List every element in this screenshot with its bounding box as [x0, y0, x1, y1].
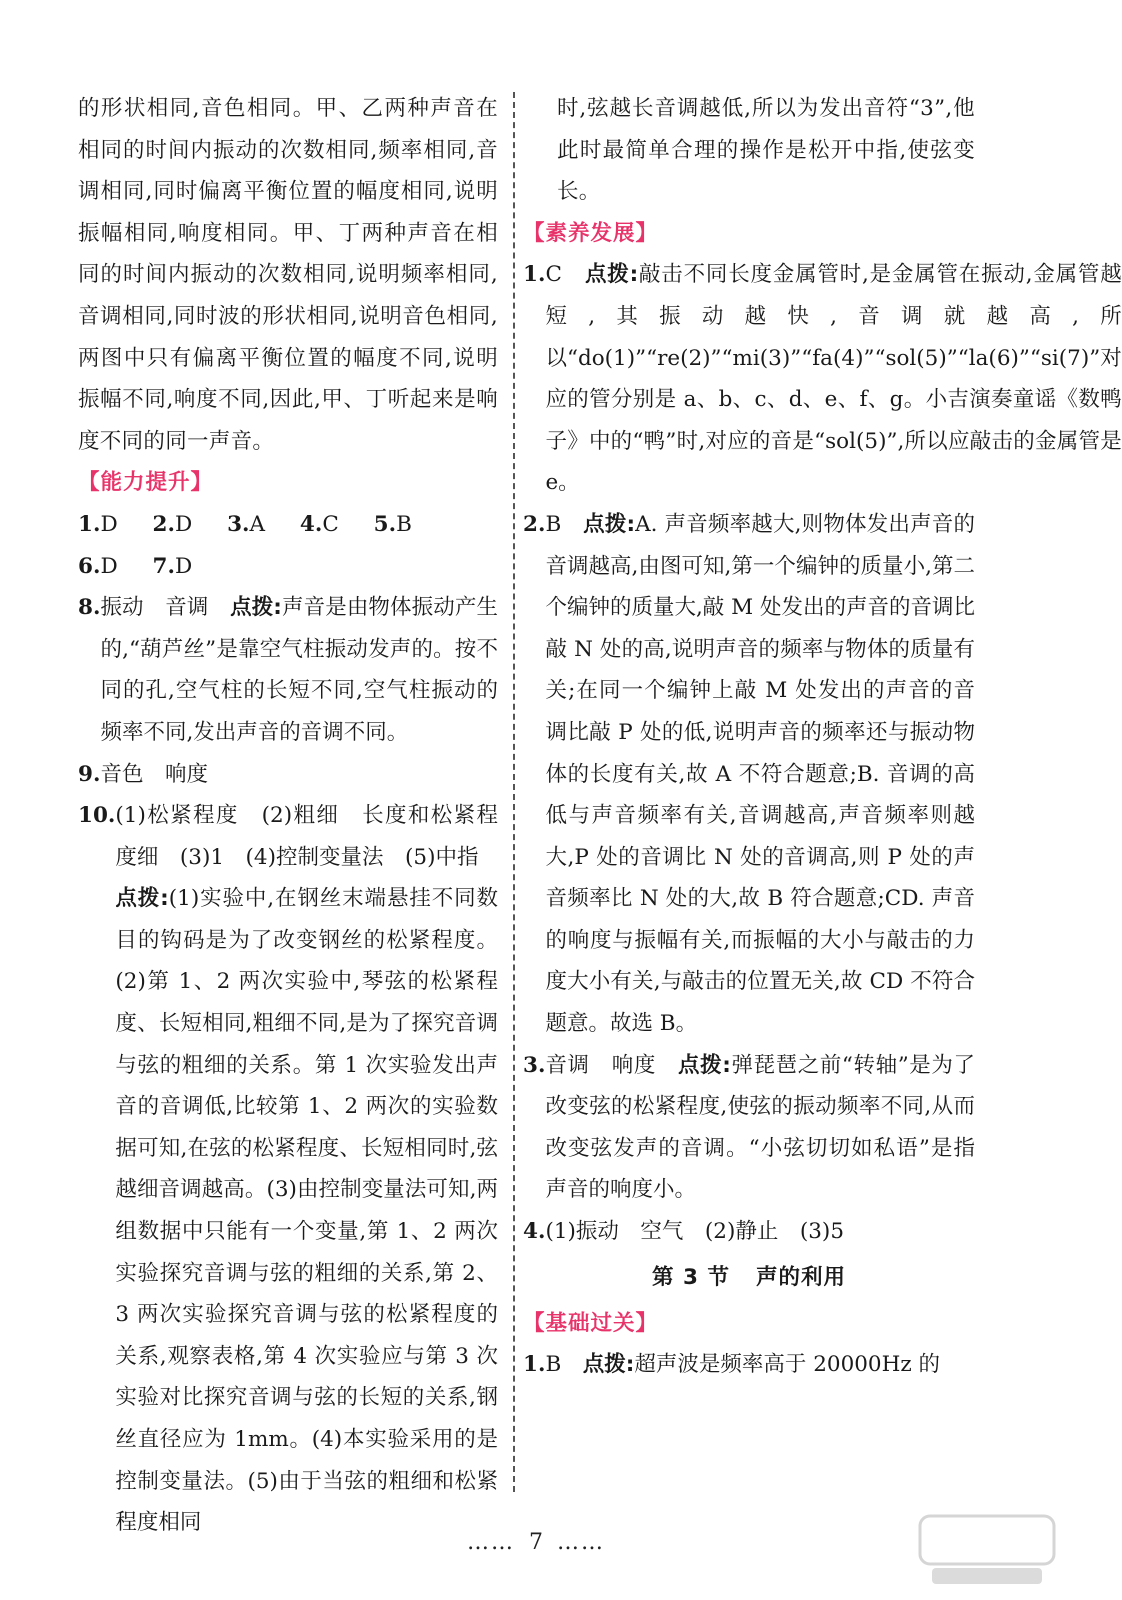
section-ability-heading: 【能力提升】: [78, 470, 214, 496]
answer-1: 1.D: [78, 511, 118, 537]
answer-text: (1)松紧程度 (2)粗细 长度和松紧程度细 (3)1 (4)控制变量法 (5)中指: [115, 803, 498, 870]
hint-text: 超声波是频率高于 20000Hz 的: [634, 1352, 941, 1378]
answer-2: 2.D: [152, 511, 193, 537]
hint-label: 点拨:: [678, 1052, 731, 1078]
footer-dots-right: ……: [557, 1530, 605, 1555]
answer-5: 5.B: [373, 511, 412, 537]
hint-label: 点拨:: [583, 511, 636, 537]
hint-text: 声音是由物体振动产生的,“葫芦丝”是靠空气柱振动发声的。按不同的孔,空气柱的长短不同,空气柱振动的频率不同,发出声音的音调不同。: [100, 595, 498, 745]
hint-label: 点拨:: [230, 595, 282, 621]
answer-text: 音色 响度: [100, 761, 208, 787]
answer-text: 振动 音调: [100, 595, 231, 621]
answer-text: B: [545, 1352, 583, 1378]
question-10: [78, 795, 498, 1544]
hint-text: A. 声音频率越大,则物体发出声音的音调越高,由图可知,第一个编钟的质量小,第二个编钟的质量大,敲 M 处发出的声音的音调比敲 N 处的高,说明声音的频率与物体的质量有关;在同一个编钟上敲 M 处发出的声音的音调比敲 P 处的低,说明声音的频率还与振动物体的长度有关,故 A 不符合题意;B. 音调的高低与声音频率有关,音调越高,声音频率则越大,P 处的音调比 N 处的音调高,则 P 处的声音频率比 N 处的大,故 B 符合题意;CD. 声音的响度与振幅有关,而振幅的大小与敲击的力度大小有关,与敲击的位置无关,故 CD 不符合题意。故选 B。: [545, 511, 975, 1037]
section-basic-heading: 【基础过关】: [523, 1310, 659, 1336]
right-intro-paragraph: 时,弦越长音调越低,所以为发出音符“3”,他此时最简单合理的操作是松开中指,使弦变长。: [557, 96, 975, 205]
section-title: [523, 1253, 975, 1303]
hint-text: 敲击不同长度金属管时,是金属管在振动,金属管越短,其振动越快,音调就越高,所以“do(1)”“re(2)”“mi(3)”“fa(4)”“sol(5)”“la(6)”“si(7)”对应的管分别是 a、b、c、d、e、f、g。小吉演奏童谣《数鸭子》中的“鸭”时,对应的音是“sol(5)”,所以应敲击的金属管是 e。: [545, 262, 1122, 496]
hint-label: 点拨:: [115, 886, 169, 912]
page-number: 7: [529, 1530, 543, 1555]
section-quality-heading: 【素养发展】: [523, 220, 659, 246]
left-column: [78, 88, 498, 1544]
question-number: 8.: [78, 595, 101, 621]
answer-text: (1)振动 空气 (2)静止 (3)5: [545, 1219, 844, 1245]
quality-question-2: [523, 504, 975, 1045]
question-number: 3.: [523, 1052, 546, 1078]
question-number: 4.: [523, 1219, 546, 1245]
answer-row-1-7: [78, 504, 498, 587]
question-number: 1.: [523, 262, 546, 288]
basic-question-1: [523, 1344, 975, 1386]
answer-3: 3.A: [227, 511, 266, 537]
section-number: 第 3 节: [652, 1264, 730, 1290]
watermark-logo-icon: [912, 1510, 1062, 1590]
hint-label: 点拨:: [582, 1352, 635, 1378]
hint-text: 弹琵琶之前“转轴”是为了改变弦的松紧程度,使弦的振动频率不同,从而改变弦发声的音调。“小弦切切如私语”是指声音的响度小。: [545, 1052, 975, 1203]
footer-dots-left: ……: [467, 1530, 515, 1555]
hint-text: (1)实验中,在钢丝末端悬挂不同数目的钩码是为了改变钢丝的松紧程度。(2)第 1、2 两次实验中,琴弦的松紧程度、长短相同,粗细不同,是为了探究音调与弦的粗细的关系。第 1 次实验发出声音的音调低,比较第 1、2 两次的实验数据可知,在弦的松紧程度、长短相同时,弦越细音调越高。(3)由控制变量法可知,两组数据中只能有一个变量,第 1、2 两次实验探究音调与弦的粗细的关系,第 2、3 两次实验探究音调与弦的松紧程度的关系,观察表格,第 4 次实验应与第 3 次实验对比探究音调与弦的长短的关系,钢丝直径应为 1mm。(4)本实验采用的是控制变量法。(5)由于当弦的粗细和松紧程度相同: [115, 886, 498, 1536]
right-column: [523, 88, 1122, 1386]
answer-6: 6.D: [78, 553, 118, 579]
question-number: 9.: [78, 761, 101, 787]
quality-question-3: [523, 1045, 975, 1211]
left-intro-paragraph: 的形状相同,音色相同。甲、乙两种声音在相同的时间内振动的次数相同,频率相同,音调相同,同时偏离平衡位置的幅度相同,说明振幅相同,响度相同。甲、丁两种声音在相同的时间内振动的次数相同,说明频率相同,音调相同,同时波的形状相同,说明音色相同,两图中只有偏离平衡位置的幅度不同,说明振幅不同,响度不同,因此,甲、丁听起来是响度不同的同一声音。: [78, 96, 498, 454]
answer-text: 音调 响度: [545, 1052, 679, 1078]
answer-text: C: [545, 262, 585, 288]
answer-text: B: [545, 511, 584, 537]
question-8: [78, 587, 498, 753]
hint-label: 点拨:: [585, 262, 639, 288]
question-9: [78, 754, 498, 796]
question-number: 2.: [523, 511, 546, 537]
section-name: 声的利用: [755, 1264, 846, 1290]
quality-question-1: [523, 254, 1122, 504]
answer-7: 7.D: [152, 553, 193, 579]
answer-4: 4.C: [299, 511, 339, 537]
question-number: 1.: [523, 1352, 546, 1378]
column-divider: [513, 92, 515, 1492]
question-number: 10.: [78, 803, 116, 829]
quality-question-4: [523, 1211, 975, 1253]
